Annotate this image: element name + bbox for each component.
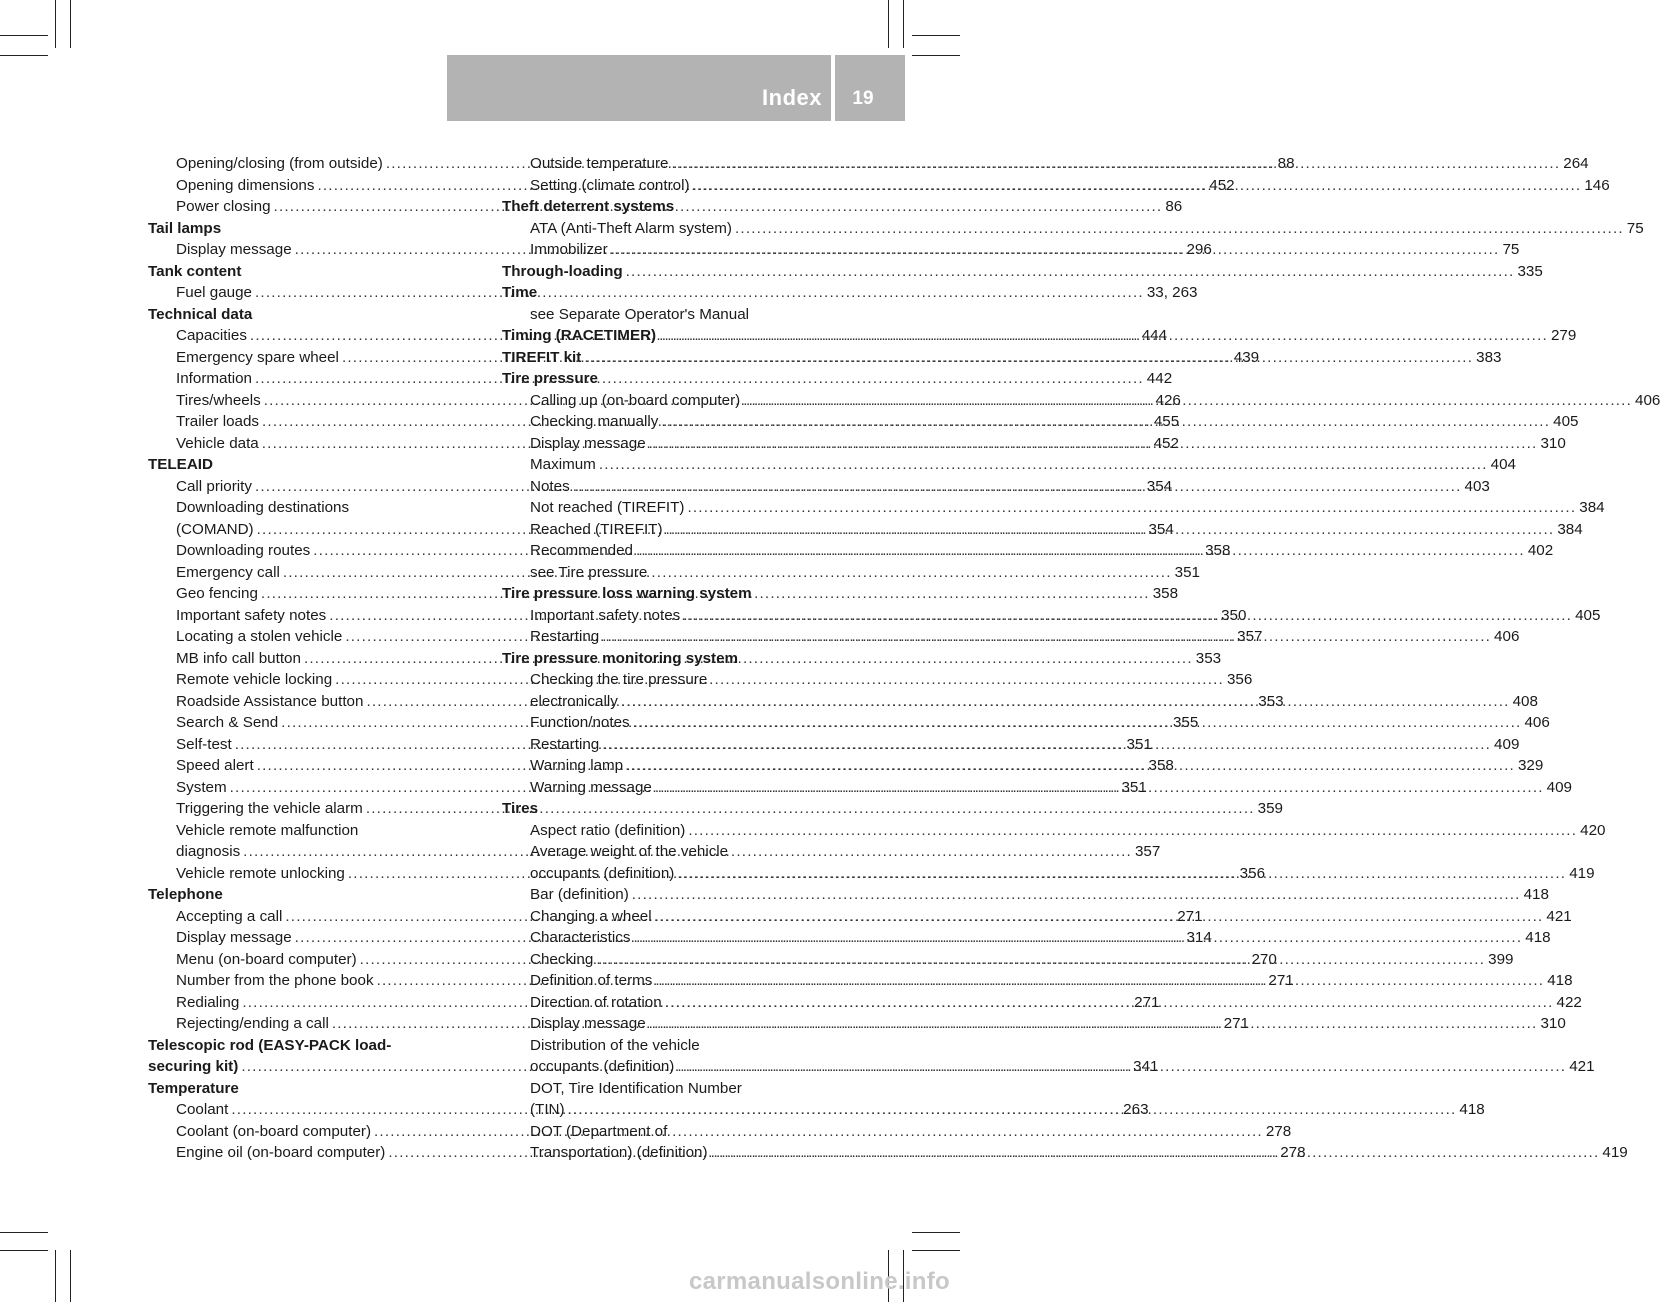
page-reference: 75 xyxy=(1626,219,1644,237)
page-reference: 405 xyxy=(1575,606,1601,624)
entry-text: Notes xyxy=(530,477,570,495)
entry-text: Aspect ratio (definition) xyxy=(530,821,686,839)
watermark: carmanualsonline.info xyxy=(688,1268,950,1295)
entry-text: Not reached (TIREFIT) xyxy=(530,499,685,516)
entry-text: Geo fencing xyxy=(176,585,258,602)
leader-dots xyxy=(611,239,1500,261)
index-heading xyxy=(148,1078,480,1100)
index-entry xyxy=(148,497,480,519)
page-reference: 271 xyxy=(1268,972,1294,989)
leader-dots xyxy=(649,433,1538,455)
entry-text: Opening dimensions xyxy=(176,176,315,194)
entry-text: (TIN) xyxy=(530,1101,565,1118)
entry-text: Tire pressure monitoring system xyxy=(502,649,739,667)
entry-text: Maximum xyxy=(530,456,596,473)
entry-text: Telephone xyxy=(148,886,223,903)
page-reference: 278 xyxy=(1265,1122,1292,1140)
page-reference: 350 xyxy=(1221,606,1247,624)
entry-text: Accepting a call xyxy=(176,907,283,925)
page-title: Index xyxy=(762,85,822,110)
entry-text: System xyxy=(176,778,227,796)
entry-text: Restarting xyxy=(530,628,600,645)
entry-text: TIREFIT kit xyxy=(502,348,582,366)
leader-dots xyxy=(584,347,1473,369)
index-entry xyxy=(502,669,834,691)
entry-text: occupants (definition) xyxy=(530,1058,675,1075)
leader-dots xyxy=(655,906,1544,928)
entry-text: securing kit) xyxy=(148,1058,239,1075)
leader-dots xyxy=(666,519,1555,541)
page-reference: 146 xyxy=(1584,176,1610,194)
crop-mark xyxy=(912,1250,960,1251)
entry-text: Tail lamps xyxy=(148,219,222,237)
leader-dots xyxy=(602,734,1491,756)
page-reference: 341 xyxy=(1133,1058,1159,1075)
entry-text: Coolant (on-board computer) xyxy=(176,1122,372,1140)
page-reference: 279 xyxy=(1550,327,1577,344)
page-reference: 408 xyxy=(1512,692,1538,710)
page-reference: 418 xyxy=(1525,929,1551,946)
page-reference: 270 xyxy=(1251,950,1277,968)
crop-mark xyxy=(0,55,48,56)
entry-text: Remote vehicle locking xyxy=(176,671,333,688)
entry-text: Tires/wheels xyxy=(176,391,261,409)
entry-text: Transportation) (definition) xyxy=(530,1144,708,1161)
leader-dots xyxy=(671,153,1560,175)
entry-text: Information xyxy=(176,370,252,387)
page-reference: 271 xyxy=(1177,907,1203,925)
entry-text: see Tire pressure xyxy=(530,563,648,581)
entry-text: DOT (Department of xyxy=(530,1122,668,1140)
entry-text: Roadside Assistance button xyxy=(176,692,364,710)
entry-text: Checking the tire pressure xyxy=(530,671,708,688)
leader-dots xyxy=(573,476,1462,498)
index-entry xyxy=(502,820,1606,842)
leader-dots xyxy=(711,1142,1600,1164)
page-reference: 310 xyxy=(1540,434,1566,452)
entry-text: MB info call button xyxy=(176,649,301,667)
entry-text: Average weight of the vehicle xyxy=(530,843,729,860)
entry-text: Triggering the vehicle alarm xyxy=(176,800,363,817)
page-reference: 33, 263 xyxy=(1146,284,1198,301)
leader-dots xyxy=(649,1013,1538,1035)
index-heading xyxy=(502,261,1543,283)
leader-dots xyxy=(659,325,1548,347)
entry-text: Power closing xyxy=(176,198,271,215)
leader-dots xyxy=(621,691,1510,713)
page-reference: 314 xyxy=(1186,929,1212,946)
index-entry xyxy=(502,1121,834,1143)
leader-dots xyxy=(677,1056,1566,1078)
page-reference: 356 xyxy=(1226,671,1253,688)
page-reference: 418 xyxy=(1547,972,1573,989)
index-heading xyxy=(148,454,480,476)
page-reference: 384 xyxy=(1557,520,1583,538)
page-reference: 406 xyxy=(1635,391,1660,409)
leader-dots xyxy=(735,218,1624,240)
leader-dots xyxy=(688,820,1577,842)
header-divider xyxy=(831,55,835,121)
entry-text: Restarting xyxy=(530,735,600,753)
entry-text: Vehicle remote unlocking xyxy=(176,864,345,882)
page-reference: 351 xyxy=(1174,563,1200,581)
crop-mark xyxy=(70,0,71,48)
index-heading xyxy=(502,368,834,390)
leader-dots xyxy=(633,927,1522,949)
entry-text: Tank content xyxy=(148,262,242,280)
entry-text: Locating a stolen vehicle xyxy=(176,628,343,645)
entry-text: DOT, Tire Identification Number xyxy=(530,1079,742,1097)
entry-text: Function/notes xyxy=(530,714,630,731)
entry-text: Display message xyxy=(176,241,292,258)
leader-dots xyxy=(743,390,1632,412)
page-reference: 358 xyxy=(1205,542,1231,559)
page-reference: 75 xyxy=(1502,241,1520,258)
entry-text: diagnosis xyxy=(176,843,241,860)
entry-text: Fuel gauge xyxy=(176,284,252,301)
leader-dots xyxy=(677,863,1566,885)
entry-text: Emergency call xyxy=(176,563,280,581)
index-heading xyxy=(502,648,834,670)
page-reference: 335 xyxy=(1517,262,1543,280)
crop-mark xyxy=(0,35,48,36)
page-reference: 356 xyxy=(1239,864,1266,882)
entry-text: electronically xyxy=(530,692,618,710)
entry-text: Checking xyxy=(530,950,594,968)
page-reference: 383 xyxy=(1476,348,1502,366)
leader-dots xyxy=(636,540,1525,562)
entry-text: Rejecting/ending a call xyxy=(176,1015,329,1032)
leader-dots xyxy=(626,261,1515,283)
crop-mark xyxy=(0,1232,48,1233)
entry-text: Downloading destinations xyxy=(176,499,350,516)
entry-text: Telescopic rod (EASY-PACK load- xyxy=(148,1036,392,1054)
page-reference: 439 xyxy=(1233,348,1260,366)
index-heading xyxy=(148,261,480,283)
page-reference: 351 xyxy=(1121,778,1147,796)
entry-text: Through-loading xyxy=(502,262,623,280)
index-entry xyxy=(502,884,1549,906)
entry-text: Tire pressure xyxy=(502,370,598,387)
entry-text: Warning lamp xyxy=(530,757,624,774)
page-reference: 421 xyxy=(1569,1058,1595,1075)
leader-dots xyxy=(568,1099,1457,1121)
entry-text: Call priority xyxy=(176,477,252,495)
page-reference: 420 xyxy=(1580,821,1606,839)
crop-mark xyxy=(0,1250,48,1251)
index-entry xyxy=(502,497,1605,519)
leader-dots xyxy=(626,755,1515,777)
entry-text: Engine oil (on-board computer) xyxy=(176,1144,386,1161)
entry-text: Direction of rotation xyxy=(530,993,662,1011)
leader-dots xyxy=(599,454,1488,476)
entry-text: Vehicle remote malfunction xyxy=(176,821,359,839)
page-reference: 263 xyxy=(1123,1101,1149,1118)
crop-mark xyxy=(912,1232,960,1233)
entry-text: Vehicle data xyxy=(176,434,259,452)
entry-text: Setting (climate control) xyxy=(530,176,690,194)
index-entry xyxy=(502,218,1644,240)
page-reference: 86 xyxy=(1165,198,1183,215)
page-reference: 421 xyxy=(1546,907,1572,925)
leader-dots xyxy=(602,626,1491,648)
leader-dots xyxy=(655,777,1544,799)
index-entry xyxy=(502,304,834,326)
page-reference: 271 xyxy=(1223,1015,1249,1032)
index-entry xyxy=(148,820,480,842)
page-reference: 409 xyxy=(1494,735,1520,753)
entry-text: Reached (TIREFIT) xyxy=(530,520,663,538)
page-reference: 403 xyxy=(1464,477,1490,495)
leader-dots xyxy=(633,712,1522,734)
entry-text: Important safety notes xyxy=(176,606,327,624)
entry-text: Coolant xyxy=(176,1101,229,1118)
entry-text: Checking manually xyxy=(530,413,659,430)
entry-text: occupants (definition) xyxy=(530,864,675,882)
page-reference: 452 xyxy=(1153,434,1179,452)
page-reference: 442 xyxy=(1146,370,1173,387)
index-heading xyxy=(148,304,480,326)
crop-mark xyxy=(888,0,889,48)
entry-text: Bar (definition) xyxy=(530,886,629,903)
entry-text: Search & Send xyxy=(176,714,279,731)
page-reference: 353 xyxy=(1258,692,1284,710)
page-reference: 310 xyxy=(1540,1015,1566,1032)
entry-text: Definition of terms xyxy=(530,972,653,989)
entry-text: ATA (Anti-Theft Alarm system) xyxy=(530,219,732,237)
page-reference: 353 xyxy=(1195,649,1222,667)
page-reference: 357 xyxy=(1134,843,1161,860)
page-reference: 358 xyxy=(1152,585,1179,602)
crop-mark xyxy=(903,0,904,48)
entry-text: Opening/closing (from outside) xyxy=(176,155,383,172)
entry-text: Downloading routes xyxy=(176,542,311,559)
entry-text: Number from the phone book xyxy=(176,972,374,989)
page-reference: 419 xyxy=(1569,864,1595,882)
page-reference: 455 xyxy=(1153,413,1180,430)
index-entry xyxy=(502,1035,834,1057)
page-reference: 419 xyxy=(1602,1144,1628,1161)
crop-mark xyxy=(55,0,56,48)
entry-text: Distribution of the vehicle xyxy=(530,1036,700,1054)
crop-mark xyxy=(912,55,960,56)
leader-dots xyxy=(596,949,1485,971)
page-reference: 271 xyxy=(1134,993,1160,1011)
entry-text: Speed alert xyxy=(176,757,254,774)
page-reference: 88 xyxy=(1277,155,1295,172)
entry-text: (COMAND) xyxy=(176,520,254,538)
page-reference: 418 xyxy=(1459,1101,1485,1118)
page-reference: 354 xyxy=(1148,520,1174,538)
page-reference: 406 xyxy=(1494,628,1520,645)
entry-text: Trailer loads xyxy=(176,413,259,430)
entry-text: Display message xyxy=(530,1015,646,1032)
index-entry xyxy=(502,562,834,584)
entry-text: Temperature xyxy=(148,1079,239,1097)
entry-text: Timing (RACETIMER) xyxy=(502,327,657,344)
page-reference: 404 xyxy=(1490,456,1516,473)
leader-dots xyxy=(632,884,1521,906)
entry-text: Display message xyxy=(530,434,646,452)
entry-text: Important safety notes xyxy=(530,606,681,624)
entry-text: Immobilizer xyxy=(530,241,608,258)
entry-text: Technical data xyxy=(148,305,253,323)
page-reference: 452 xyxy=(1209,176,1235,194)
page-reference: 278 xyxy=(1280,1144,1306,1161)
page-reference: 296 xyxy=(1186,241,1212,258)
index-heading xyxy=(502,282,834,304)
index-heading xyxy=(502,196,834,218)
leader-dots xyxy=(687,497,1576,519)
leader-dots xyxy=(693,175,1582,197)
crop-mark xyxy=(912,35,960,36)
crop-mark xyxy=(70,1250,71,1302)
page-reference: 264 xyxy=(1563,155,1589,172)
entry-text: Time xyxy=(502,284,538,301)
index-heading xyxy=(502,798,834,820)
page-reference: 405 xyxy=(1553,413,1579,430)
entry-text: Emergency spare wheel xyxy=(176,348,339,366)
page-reference: 406 xyxy=(1524,714,1550,731)
entry-text: Recommended xyxy=(530,542,633,559)
entry-text: Changing a wheel xyxy=(530,907,652,925)
entry-text: Display message xyxy=(176,929,292,946)
entry-text: Redialing xyxy=(176,993,240,1011)
entry-text: Warning message xyxy=(530,778,652,796)
page-reference: 359 xyxy=(1257,800,1283,817)
crop-mark xyxy=(55,1250,56,1302)
page-reference: 444 xyxy=(1141,327,1168,344)
header-band xyxy=(447,55,905,121)
entry-text: Tires xyxy=(502,800,539,817)
page-reference: 357 xyxy=(1237,628,1263,645)
leader-dots xyxy=(665,992,1554,1014)
page-reference: 358 xyxy=(1148,757,1174,774)
leader-dots xyxy=(661,411,1550,433)
entry-text: Self-test xyxy=(176,735,232,753)
entry-text: Outside temperature xyxy=(530,155,669,172)
entry-text: Tire pressure loss warning system xyxy=(502,585,752,602)
page-reference: 329 xyxy=(1517,757,1544,774)
page-reference: 399 xyxy=(1488,950,1514,968)
index-heading xyxy=(148,218,480,240)
entry-text: Menu (on-board computer) xyxy=(176,950,357,968)
page-reference: 384 xyxy=(1579,499,1605,516)
index-entry xyxy=(502,454,1516,476)
index-entry xyxy=(502,1078,834,1100)
page-reference: 354 xyxy=(1146,477,1173,495)
page-reference: 409 xyxy=(1546,778,1572,796)
index-entry xyxy=(148,605,1247,627)
entry-text: see Separate Operator's Manual xyxy=(530,305,750,323)
entry-text: Characteristics xyxy=(530,929,631,946)
page-number: 19 xyxy=(852,88,874,109)
index-heading xyxy=(502,583,834,605)
leader-dots xyxy=(683,605,1572,627)
entry-text: Capacities xyxy=(176,327,247,344)
entry-text: TELEAID xyxy=(148,456,213,473)
index-heading xyxy=(148,1035,480,1057)
page-reference: 402 xyxy=(1527,542,1554,559)
index-entry xyxy=(502,841,834,863)
page-reference: 355 xyxy=(1172,714,1199,731)
index-heading xyxy=(148,884,480,906)
page-reference: 422 xyxy=(1556,993,1582,1011)
entry-text: Calling up (on-board computer) xyxy=(530,391,741,409)
entry-text: Theft deterrent systems xyxy=(502,198,675,215)
page-reference: 418 xyxy=(1523,886,1549,903)
page-reference: 426 xyxy=(1155,391,1181,409)
page-reference: 351 xyxy=(1126,735,1152,753)
leader-dots xyxy=(655,970,1544,992)
